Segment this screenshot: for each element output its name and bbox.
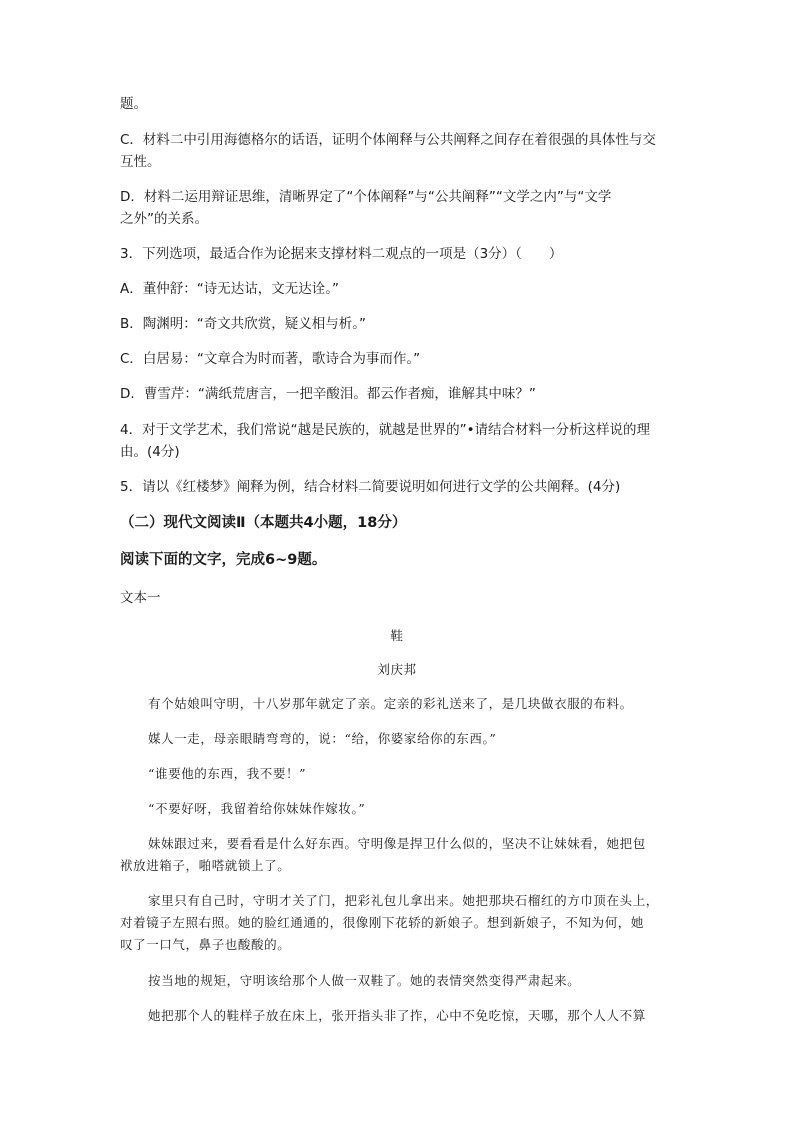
story-paragraph-4: “不要好呀，我留着给你妹妹作嫁妆。”: [148, 801, 366, 816]
story-paragraph-2: 媒人一走，母亲眼睛弯弯的，说：“给，你婆家给你的东西。”: [148, 731, 497, 746]
story-paragraph-5-line2: 袱放进箱子，啪嗒就锁上了。: [120, 858, 291, 873]
q3-option-c: C．白居易：“文章合为时而著，歌诗合为事而作。”: [120, 351, 421, 367]
q2-option-d-line1: D．材料二运用辩证思维，清晰界定了“个体阐释”与“公共阐释”“文学之内”与“文学: [120, 189, 612, 205]
q3-stem: 3．下列选项，最适合作为论据来支撑材料二观点的一项是（3分）（ ）: [120, 246, 563, 262]
story-paragraph-7: 按当地的规矩，守明该给那个人做一双鞋了。她的表情突然变得严肃起来。: [148, 973, 581, 988]
q3-option-d: D．曹雪芹：“满纸荒唐言，一把辛酸泪。都云作者痴，谁解其中味？”: [120, 386, 536, 402]
q2-option-c-line1: C．材料二中引用海德格尔的话语，证明个体阐释与公共阐释之间存在着很强的具体性与交: [120, 132, 656, 148]
story-paragraph-6-line3: 叹了一口气，鼻子也酸酸的。: [120, 937, 291, 952]
q3-option-a: A．董仲舒：“诗无达诂，文无达诠。”: [120, 281, 339, 297]
section-heading: （二）现代文阅读Ⅱ（本题共4小题，18分）: [120, 515, 407, 531]
story-paragraph-6-line2: 对着镜子左照右照。她的脸红通通的，很像刚下花轿的新娘子。想到新娘子，不知为何，她: [120, 915, 645, 930]
text-label: 文本一: [120, 590, 161, 606]
q4-line1: 4．对于文学艺术，我们常说“越是民族的，就越是世界的”•请结合材料一分析这样说的理: [120, 422, 651, 438]
q2-option-d-line2: 之外”的关系。: [120, 211, 208, 227]
story-paragraph-8: 她把那个人的鞋样子放在床上，张开指头非了拃，心中不免吃惊，天哪，那个人人不算: [148, 1008, 646, 1023]
reading-instruction: 阅读下面的文字，完成6~9题。: [120, 552, 327, 568]
story-title: 鞋: [390, 628, 404, 643]
story-paragraph-6-line1: 家里只有自己时，守明才关了门，把彩礼包儿拿出来。她把那块石榴红的方巾顶在头上，: [148, 893, 659, 908]
q3-option-b: B．陶渊明：“奇文共欣赏，疑义相与析。”: [120, 316, 366, 332]
story-paragraph-5-line1: 妹妹跟过来，要看看是什么好东西。守明像是捍卫什么似的，坚决不让妹妹看，她把包: [148, 836, 646, 851]
story-paragraph-1: 有个姑娘叫守明，十八岁那年就定了亲。定亲的彩礼送来了，是几块做衣服的布料。: [148, 696, 633, 711]
story-paragraph-3: “谁要他的东西，我不要！”: [148, 766, 307, 781]
q2-option-c-line2: 互性。: [120, 154, 161, 170]
q4-line2: 由。(4分): [120, 444, 180, 460]
q5: 5．请以《红楼梦》阐释为例，结合材料二简要说明如何进行文学的公共阐释。(4分): [120, 479, 621, 495]
story-author: 刘庆邦: [377, 662, 417, 677]
q2-option-b-tail: 题。: [120, 96, 147, 112]
